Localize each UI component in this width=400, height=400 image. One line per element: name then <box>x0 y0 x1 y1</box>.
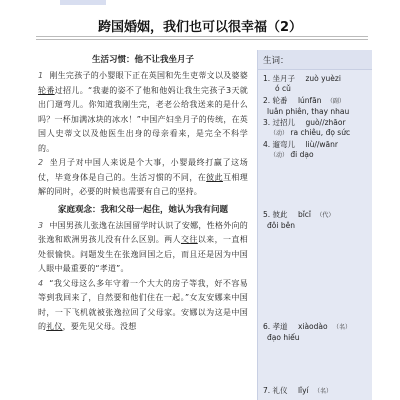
gloss-number: 7. <box>263 386 271 395</box>
gloss-pinyin: bǐcǐ <box>297 210 311 219</box>
gloss-word: 彼此 <box>272 210 288 219</box>
gloss-part-of-speech: （名） <box>314 388 333 395</box>
paragraph-text: 中国男孩儿张逸在法国留学时认识了安娜，性格外向的张逸和欧洲男孩儿没有什么区别。两人 <box>38 220 248 244</box>
gloss-pinyin: lúnfān <box>297 96 322 105</box>
gloss-word: 坐月子 <box>272 74 296 83</box>
gloss-meaning <box>267 128 369 139</box>
section-heading: 家庭观念：我和父母一起住，她认为我有问题 <box>57 204 228 215</box>
vocab-underline: 礼仪 <box>46 322 63 331</box>
gloss-number: 6. <box>263 322 271 331</box>
gloss-number: 2. <box>263 96 271 105</box>
gloss-number: 1. <box>263 74 271 83</box>
vocab-underline: 彼此 <box>206 172 223 182</box>
gloss-meaning-text: ra chiêu, đọ sức <box>290 128 351 137</box>
gloss-pinyin: guò//zhāor <box>305 118 346 127</box>
gloss-meaning: luân phiên, thay nhau <box>267 107 350 116</box>
article-body <box>38 50 248 335</box>
page-title: 跨国婚姻，我们也可以很幸福（2） <box>97 20 303 35</box>
gloss-meaning <box>267 150 369 161</box>
gloss-pinyin: zuò yuèzi <box>305 74 341 83</box>
gloss-item <box>263 210 369 231</box>
gloss-item <box>263 96 369 117</box>
paragraph-3 <box>38 219 248 277</box>
paragraph-text: ，要先见父母。没想 <box>62 322 137 331</box>
vocabulary-sidebar <box>257 50 372 400</box>
vocabulary-heading: 生词： <box>258 50 372 70</box>
paragraph-text: 刚生完孩子的小婴眼下正在英国和先生吏蒂文以及婆婆 <box>49 71 248 80</box>
paragraph-2 <box>38 156 248 200</box>
paragraph-number: 2 <box>38 158 44 167</box>
gloss-meaning: đạo hiếu <box>267 333 300 342</box>
paragraph-text: “我父母这么多年守着一个大大的房子等我，好不容易等到我回来了，自然要和他们住在一起。”女友安娜来中国时，一下飞机就被张逸拉回了父母家。安娜以为这是中国的 <box>38 278 248 331</box>
paragraph-text: 以来，一直相处很愉快。问题发生在张逸回国之后，而且还是因为中国人眼中最重要的“孝道”。 <box>38 235 249 273</box>
vocab-underline: 轮番 <box>38 85 55 95</box>
gloss-part-of-speech: （副） <box>326 98 345 105</box>
paragraph-1 <box>38 69 248 156</box>
paragraph-text: 过招儿。“我妻的姿不了他和他妈让我生完孩子3天就出门遛弯儿。你知道我刚生完，老老公给我送来的是什么吗？一杯加满冰块的冰水！”中国产妇坐月子的传统，在英国人史蒂文以及他医生出身的母亲看来，是完全不科学的。 <box>38 85 248 153</box>
paragraph-text: 互相理解的同时，必要的时候也需要有自己的坚持。 <box>38 172 248 196</box>
gloss-word: 轮番 <box>272 96 288 105</box>
gloss-word: 过招儿 <box>272 118 296 127</box>
gloss-number: 5. <box>263 210 271 219</box>
gloss-part-of-speech: （动） <box>270 152 289 159</box>
gloss-word: 孝道 <box>272 322 288 331</box>
gloss-part-of-speech: （名） <box>332 324 351 331</box>
gloss-pinyin: liù//wānr <box>305 140 338 149</box>
title-rule <box>36 39 368 40</box>
gloss-part-of-speech: （动） <box>270 130 289 137</box>
section-heading: 生活习惯：他不让我坐月子 <box>91 55 194 65</box>
gloss-item <box>263 74 369 94</box>
gloss-meaning: ó cǔ <box>275 84 291 93</box>
gloss-part-of-speech: （代） <box>316 212 335 219</box>
gloss-pinyin: xiàodào <box>297 322 328 331</box>
gloss-number: 3. <box>263 118 271 127</box>
paragraph-number: 3 <box>38 220 44 230</box>
gloss-meaning-text: đi dạo <box>290 150 314 159</box>
paragraph-text: 坐月子对中国人来说是个大事，小婴最终打赢了这场仗，毕竟身体是自己的。生活习惯的不同，在 <box>38 158 248 182</box>
gloss-word: 遛弯儿 <box>272 140 296 149</box>
paragraph-4 <box>38 277 248 335</box>
gloss-pinyin: lǐyí <box>297 386 309 395</box>
paragraph-number: 4 <box>38 278 44 288</box>
gloss-word: 礼仪 <box>272 386 288 395</box>
gloss-item <box>263 140 369 161</box>
gloss-number: 4. <box>263 140 271 149</box>
header-tab-decoration <box>60 0 106 5</box>
gloss-item <box>263 386 369 397</box>
paragraph-number: 1 <box>38 71 44 80</box>
gloss-item <box>263 118 369 139</box>
vocab-underline: 交往 <box>180 235 198 244</box>
gloss-meaning: đôi bên <box>267 221 295 230</box>
title-rule <box>36 36 368 37</box>
gloss-item <box>263 322 369 343</box>
